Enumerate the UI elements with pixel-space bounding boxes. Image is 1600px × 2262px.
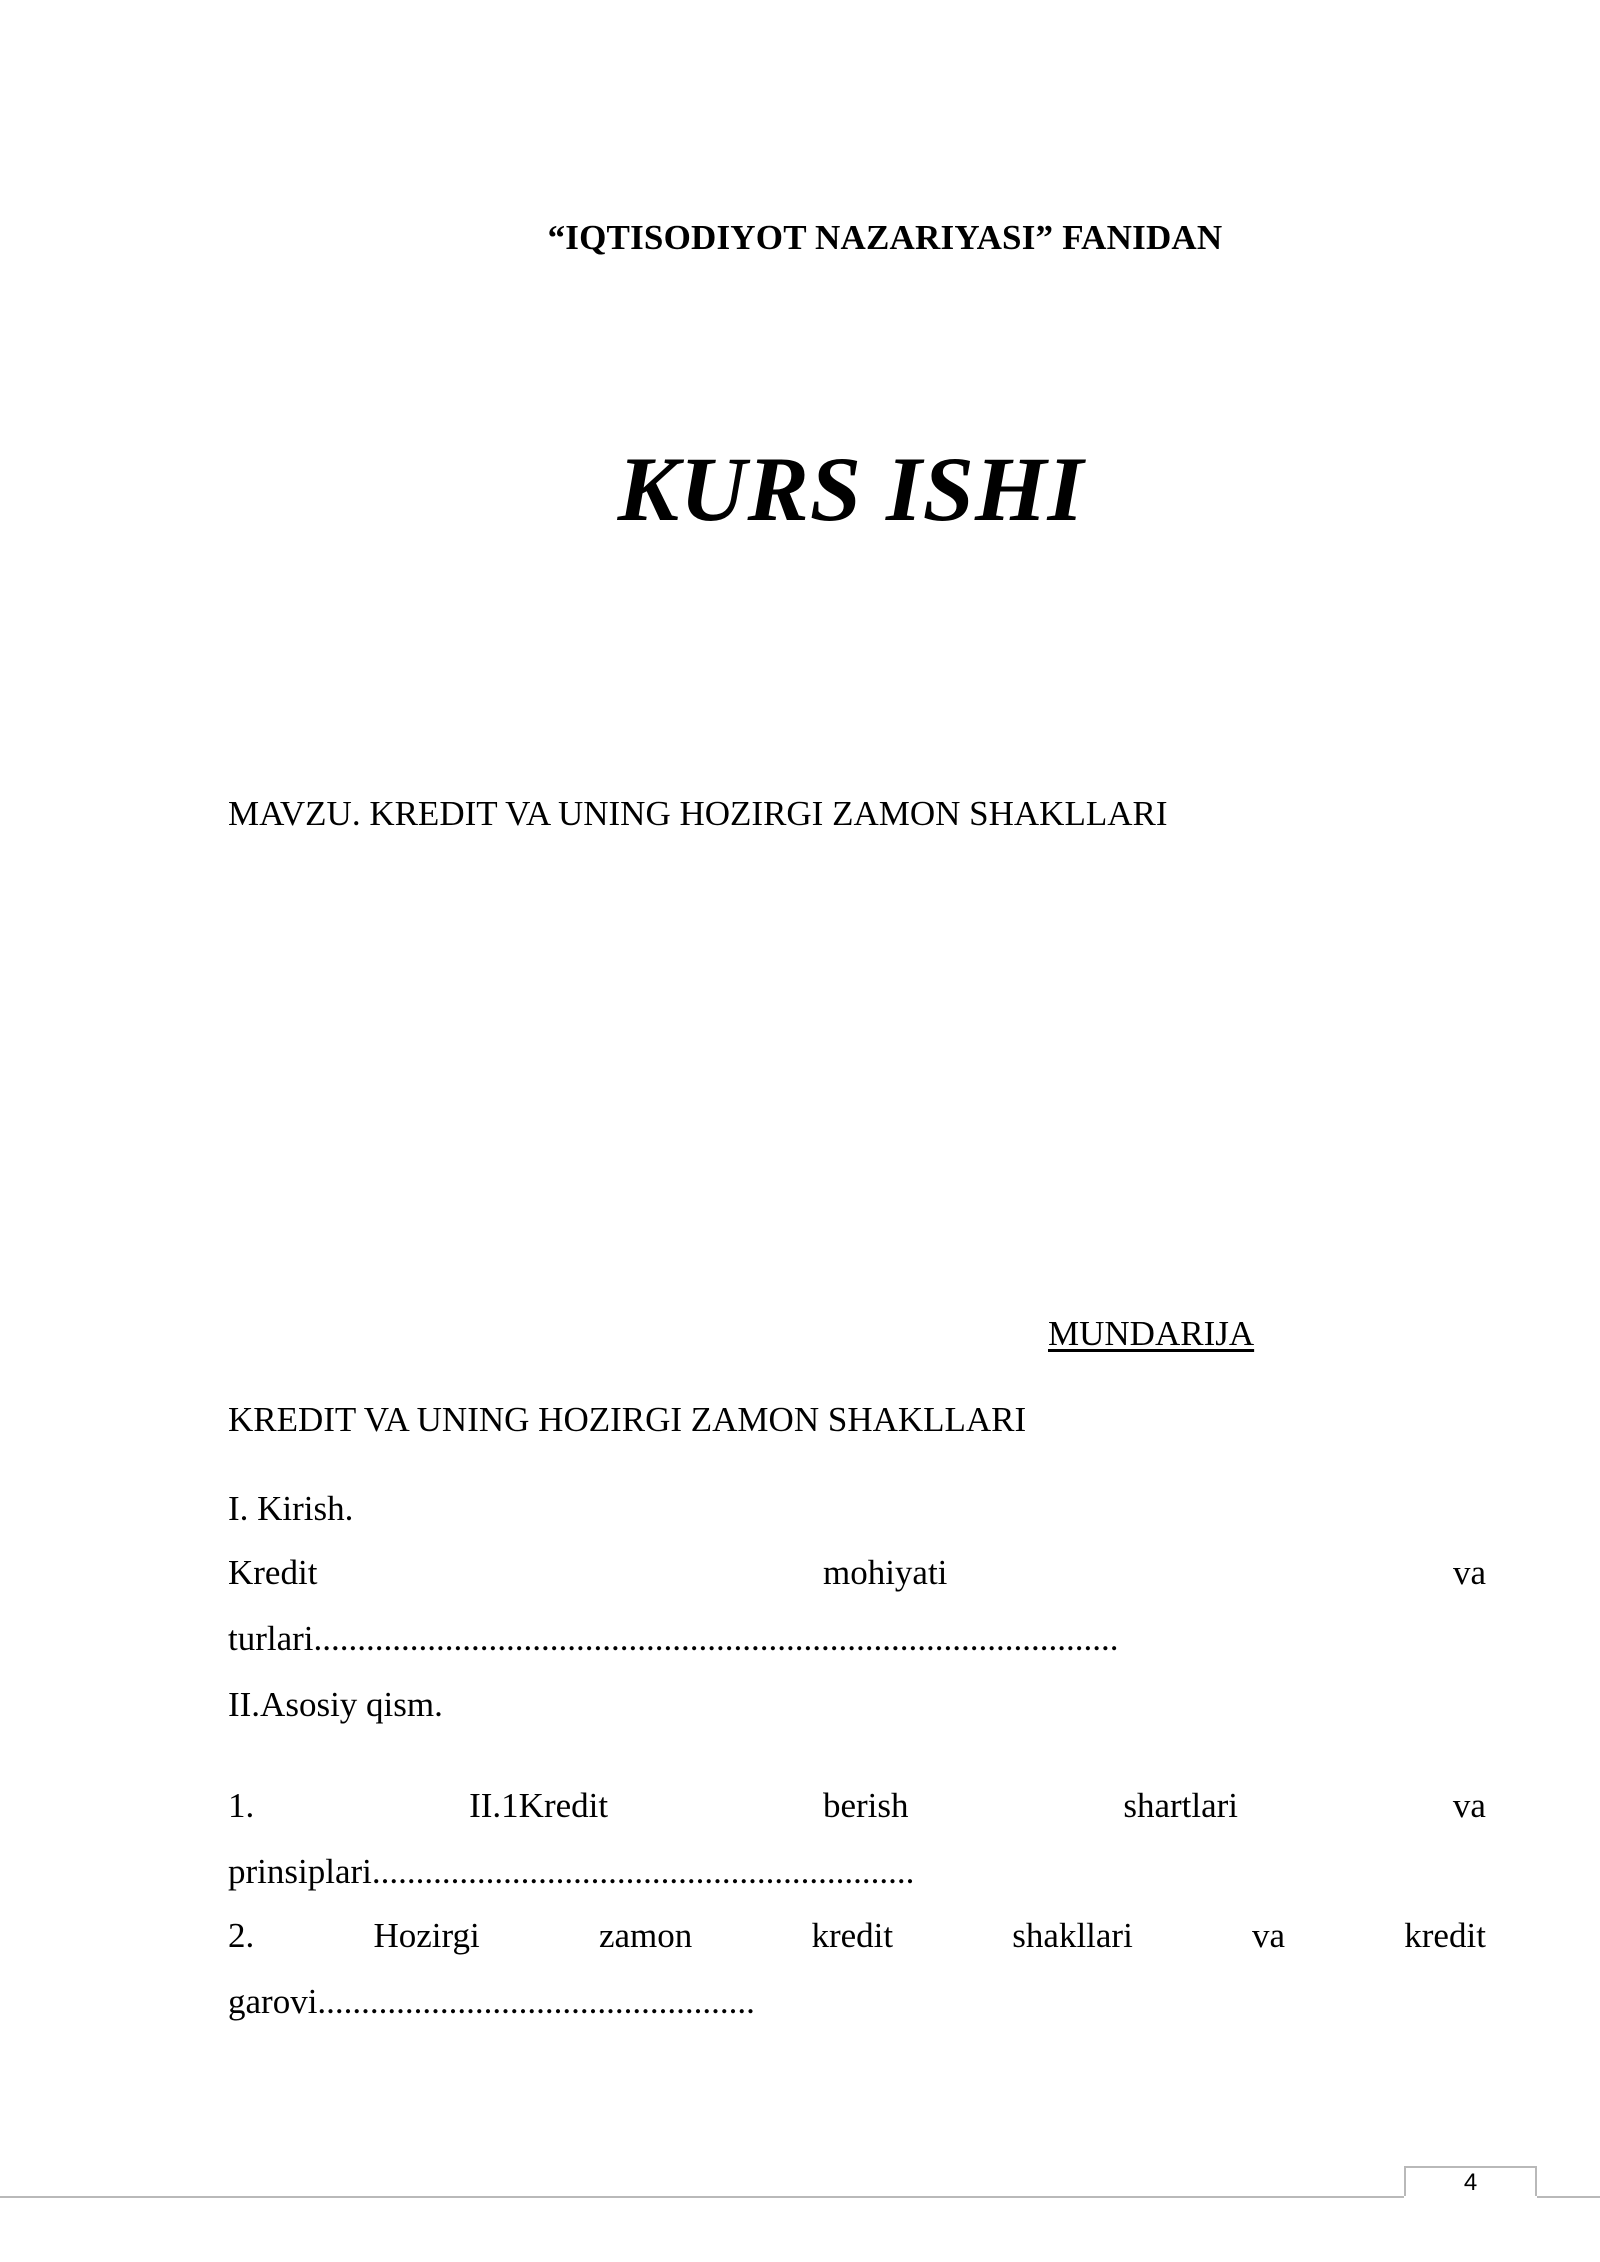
toc-item-2-tail: garovi.................................................. — [228, 1982, 755, 2021]
toc-word: zamon — [598, 1916, 693, 1955]
topic-line: MAVZU. KREDIT VA UNING HOZIRGI ZAMON SHAKLLARI — [228, 794, 1168, 833]
toc-word: va — [1452, 1553, 1486, 1592]
toc-word: kredit — [811, 1916, 894, 1955]
toc-word: Hozirgi — [373, 1916, 480, 1955]
toc-word: va — [1252, 1916, 1286, 1955]
footer-rule — [0, 2196, 1404, 2198]
toc-main-part: II.Asosiy qism. — [228, 1685, 443, 1724]
toc-item-2 — [228, 1914, 1486, 1958]
page-number: 4 — [1404, 2166, 1537, 2196]
toc-word: shartlari — [1123, 1786, 1239, 1825]
toc-word: II.1Kredit — [469, 1786, 609, 1825]
toc-word: berish — [822, 1786, 909, 1825]
toc-item-kredit-mohiyati — [228, 1551, 1486, 1595]
toc-word: kredit — [1404, 1916, 1486, 1955]
toc-word: Kredit — [228, 1553, 318, 1592]
subject-heading: “IQTISODIYOT NAZARIYASI” FANIDAN — [547, 218, 1223, 257]
toc-word: 1. — [228, 1786, 255, 1825]
toc-word: va — [1452, 1786, 1486, 1825]
toc-item-kredit-mohiyati-tail: turlari............................................................................................ — [228, 1619, 1119, 1658]
toc-item-1 — [228, 1784, 1486, 1828]
toc-heading: MUNDARIJA — [1048, 1314, 1255, 1353]
document-title: KURS ISHI — [617, 438, 1085, 540]
footer-rule — [1537, 2196, 1600, 2198]
toc-subtitle: KREDIT VA UNING HOZIRGI ZAMON SHAKLLARI — [228, 1400, 1027, 1439]
toc-word: mohiyati — [822, 1553, 948, 1592]
toc-intro: I. Kirish. — [228, 1489, 354, 1528]
toc-item-1-tail: prinsiplari.............................................................. — [228, 1852, 915, 1891]
toc-word: 2. — [228, 1916, 255, 1955]
toc-word: shakllari — [1012, 1916, 1133, 1955]
